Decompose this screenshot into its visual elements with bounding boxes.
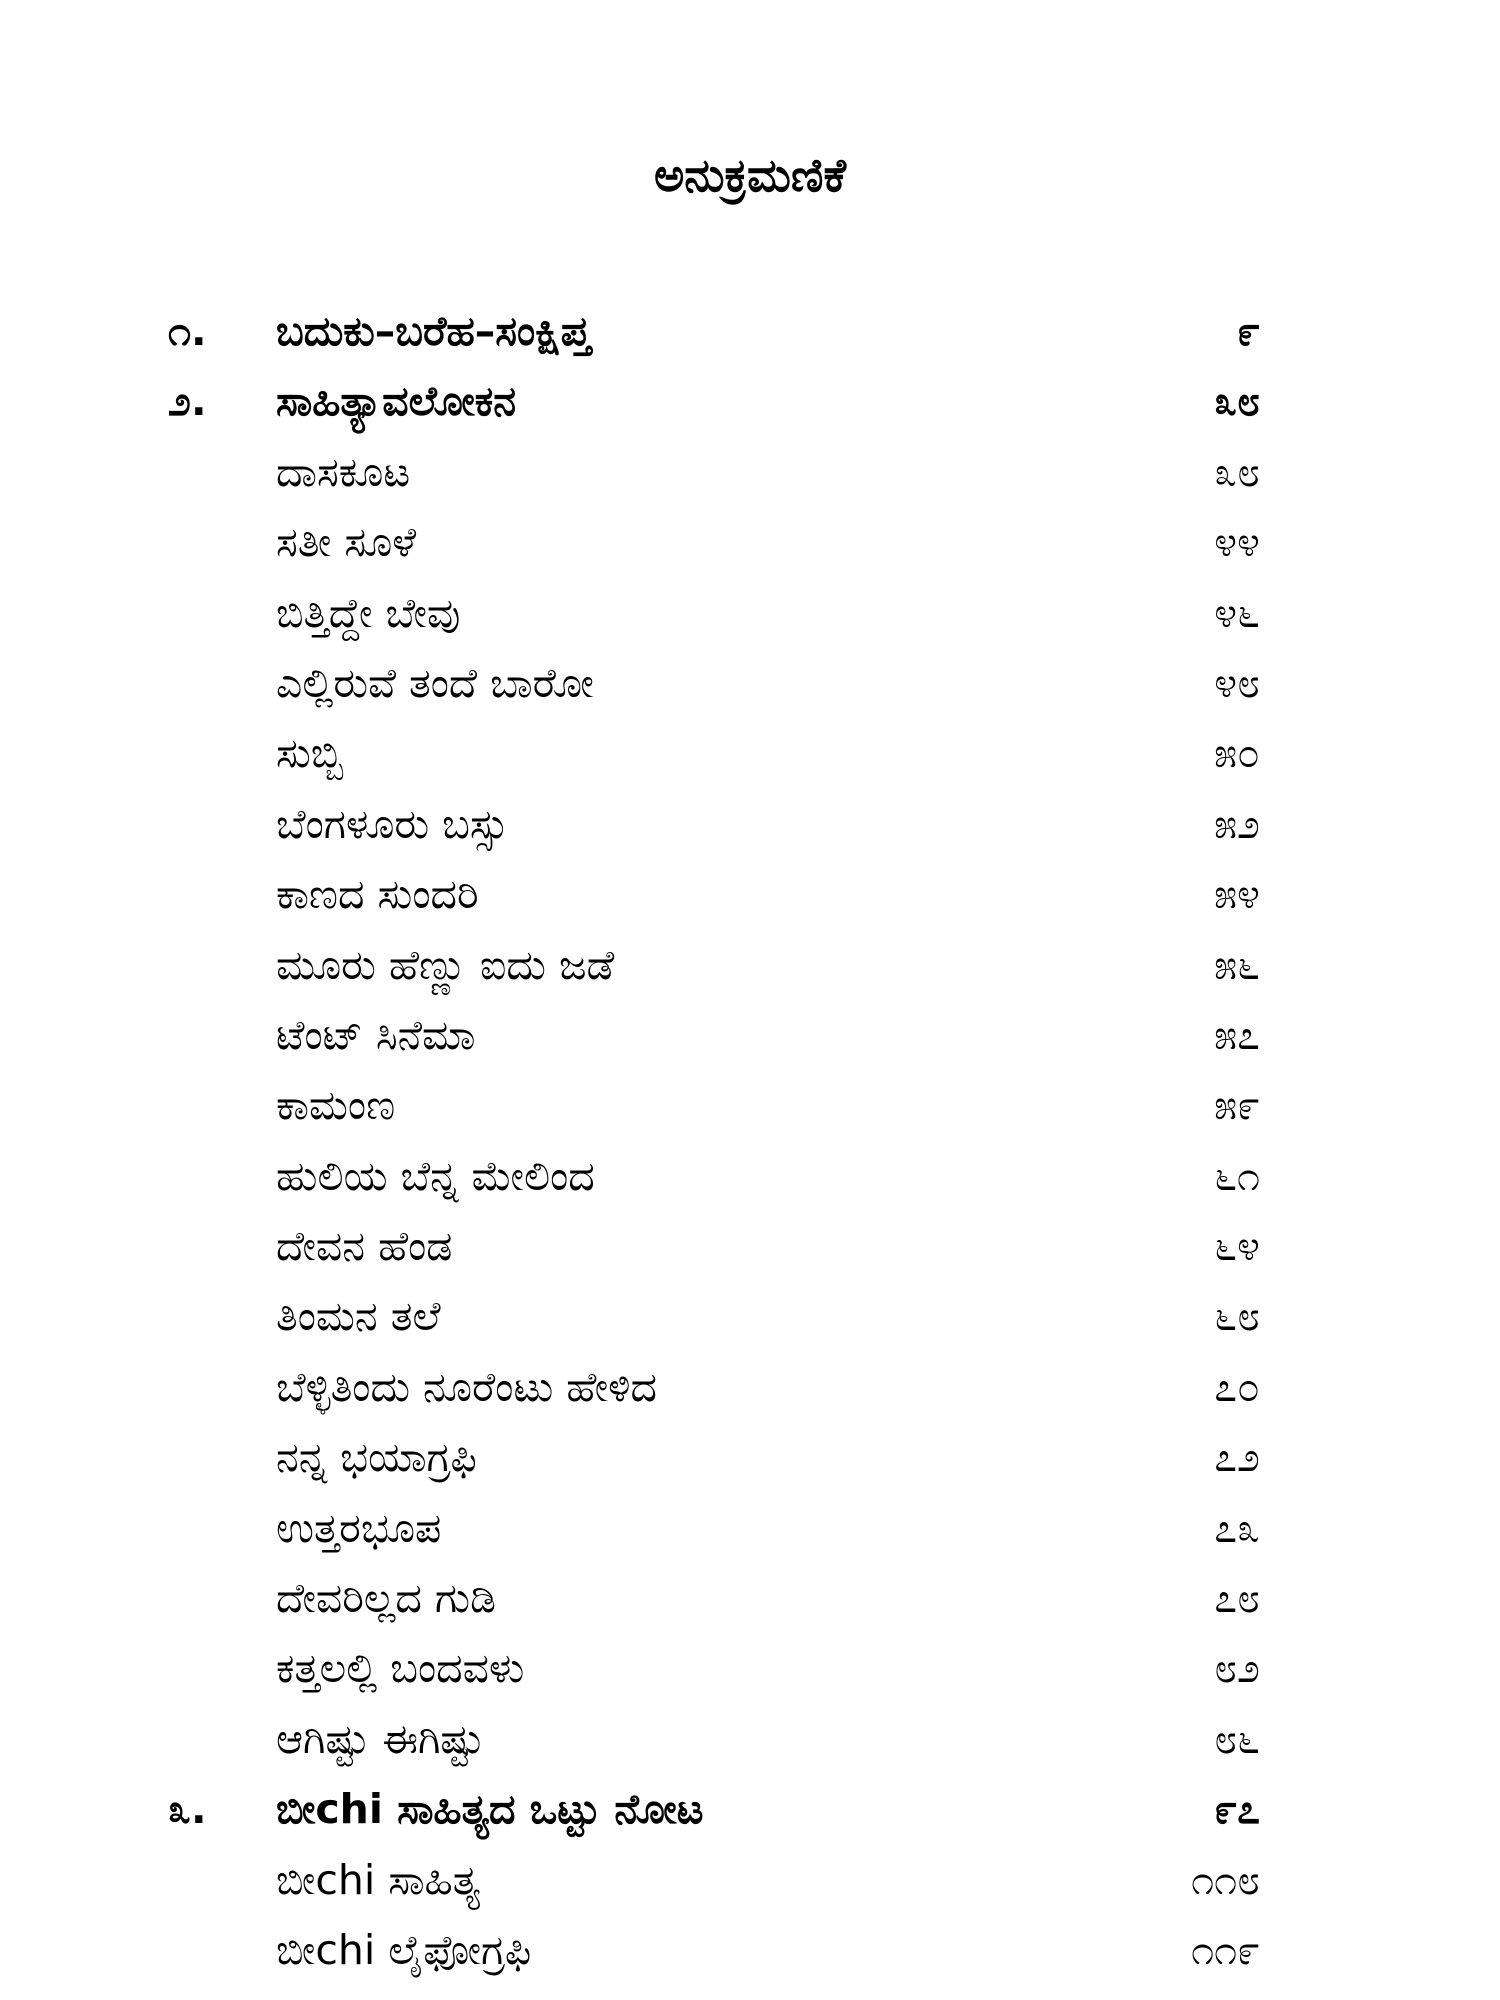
entry-title: ಸುಬ್ಬಿ (276, 729, 344, 778)
toc-entry (0, 930, 1500, 1000)
entry-page-number: ೬೧ (1214, 1151, 1260, 1200)
toc-entry (0, 859, 1500, 929)
entry-title: ದಾಸಕೂಟ (276, 447, 411, 496)
entry-title: ಬೆಳ್ಳಿತಿಂದು ನೂರೆಂಟು ಹೇಳಿದ (276, 1362, 658, 1411)
entry-title: ಕತ್ತಲಲ್ಲಿ ಬಂದವಳು (276, 1644, 525, 1693)
entry-title: ಎಲ್ಲಿರುವೆ ತಂದೆ ಬಾರೋ (276, 658, 594, 707)
entry-page-number: ೮೨ (1214, 1644, 1260, 1693)
toc-entry (0, 718, 1500, 788)
toc-entry (0, 1000, 1500, 1070)
entry-title: ಟೆಂಟ್ ಸಿನೆಮಾ (276, 1010, 476, 1059)
entry-title: ನನ್ನ ಭಯಾಗ್ರಫಿ (276, 1433, 477, 1482)
entry-page-number: ೭೨ (1214, 1433, 1260, 1482)
entry-title: ತಿಂಮನ ತಲೆ (276, 1292, 441, 1341)
toc-entry (0, 1493, 1500, 1563)
entry-page-number: ೩೮ (1214, 447, 1260, 496)
entry-number: ೨. (168, 377, 207, 426)
entry-title: ಮೂರು ಹೆಣ್ಣು ಐದು ಜಡೆ (276, 940, 615, 989)
toc-section-entry (0, 296, 1500, 366)
table-of-contents (0, 296, 1500, 1985)
entry-title: ಉತ್ತರಭೂಪ (276, 1503, 442, 1552)
entry-title: ಕಾಣದ ಸುಂದರಿ (276, 870, 479, 919)
entry-page-number: ೫೭ (1214, 1010, 1260, 1059)
toc-entry (0, 1070, 1500, 1140)
entry-page-number: ೫೪ (1214, 870, 1260, 919)
entry-title: ಬೆಂಗಳೂರು ಬಸ್ಸು (276, 799, 509, 848)
toc-entry (0, 578, 1500, 648)
entry-page-number: ೫೦ (1214, 729, 1260, 778)
entry-title: ಬೀchi ಲೈಫೋಗ್ರಫಿ (276, 1925, 532, 1974)
entry-title: ಬೀchi ಸಾಹಿತ್ಯದ ಒಟ್ಟು ನೋಟ (276, 1785, 704, 1834)
entry-title: ಬದುಕು–ಬರೆಹ–ಸಂಕ್ಷಿಪ್ತ (276, 307, 591, 355)
entry-page-number: ೩೮ (1214, 377, 1260, 426)
entry-page-number: ೭೮ (1214, 1574, 1260, 1623)
entry-page-number: ೫೨ (1214, 799, 1260, 848)
entry-title: ಕಾಮಂಣ (276, 1081, 396, 1130)
entry-number: ೩. (168, 1785, 207, 1834)
entry-title: ಸತೀ ಸೂಳೆ (276, 518, 417, 567)
toc-entry (0, 1704, 1500, 1774)
toc-entry (0, 437, 1500, 507)
entry-page-number: ೧೧೮ (1191, 1855, 1260, 1904)
toc-entry (0, 1141, 1500, 1211)
entry-page-number: ೯ (1237, 307, 1260, 355)
entry-page-number: ೫೯ (1214, 1081, 1260, 1130)
entry-title: ಬೀchi ಸಾಹಿತ್ಯ (276, 1855, 481, 1904)
toc-entry (0, 648, 1500, 718)
entry-page-number: ೧೧೯ (1191, 1925, 1260, 1974)
toc-entry (0, 1211, 1500, 1281)
entry-page-number: ೬೮ (1214, 1292, 1260, 1341)
entry-page-number: ೪೬ (1214, 588, 1260, 637)
toc-entry (0, 1352, 1500, 1422)
entry-page-number: ೮೬ (1214, 1714, 1260, 1763)
toc-entry (0, 1281, 1500, 1351)
entry-title: ಬಿತ್ತಿದ್ದೇ ಬೇವು (276, 588, 461, 637)
toc-entry (0, 1563, 1500, 1633)
page-title: ಅನುಕ್ರಮಣಿಕೆ (653, 148, 846, 202)
entry-page-number: ೪೪ (1214, 518, 1260, 567)
toc-entry (0, 1915, 1500, 1985)
entry-title: ದೇವನ ಹೆಂಡ (276, 1222, 453, 1271)
entry-page-number: ೭೦ (1214, 1362, 1260, 1411)
toc-entry (0, 1845, 1500, 1915)
entry-title: ಸಾಹಿತ್ಯಾವಲೋಕನ (276, 377, 517, 426)
toc-entry (0, 1422, 1500, 1492)
entry-title: ಹುಲಿಯ ಬೆನ್ನ ಮೇಲಿಂದ (276, 1151, 595, 1200)
toc-section-entry (0, 366, 1500, 436)
entry-title: ಆಗಿಷ್ಟು ಈಗಿಷ್ಟು (276, 1714, 485, 1763)
entry-page-number: ೭೩ (1214, 1503, 1260, 1552)
toc-entry (0, 789, 1500, 859)
entry-page-number: ೪೮ (1214, 658, 1260, 707)
entry-page-number: ೬೪ (1214, 1222, 1260, 1271)
entry-page-number: ೯೭ (1214, 1785, 1260, 1834)
entry-title: ದೇವರಿಲ್ಲದ ಗುಡಿ (276, 1574, 496, 1623)
entry-page-number: ೫೬ (1214, 940, 1260, 989)
entry-number: ೧. (168, 307, 207, 355)
toc-section-entry (0, 1774, 1500, 1844)
toc-entry (0, 1633, 1500, 1703)
toc-entry (0, 507, 1500, 577)
